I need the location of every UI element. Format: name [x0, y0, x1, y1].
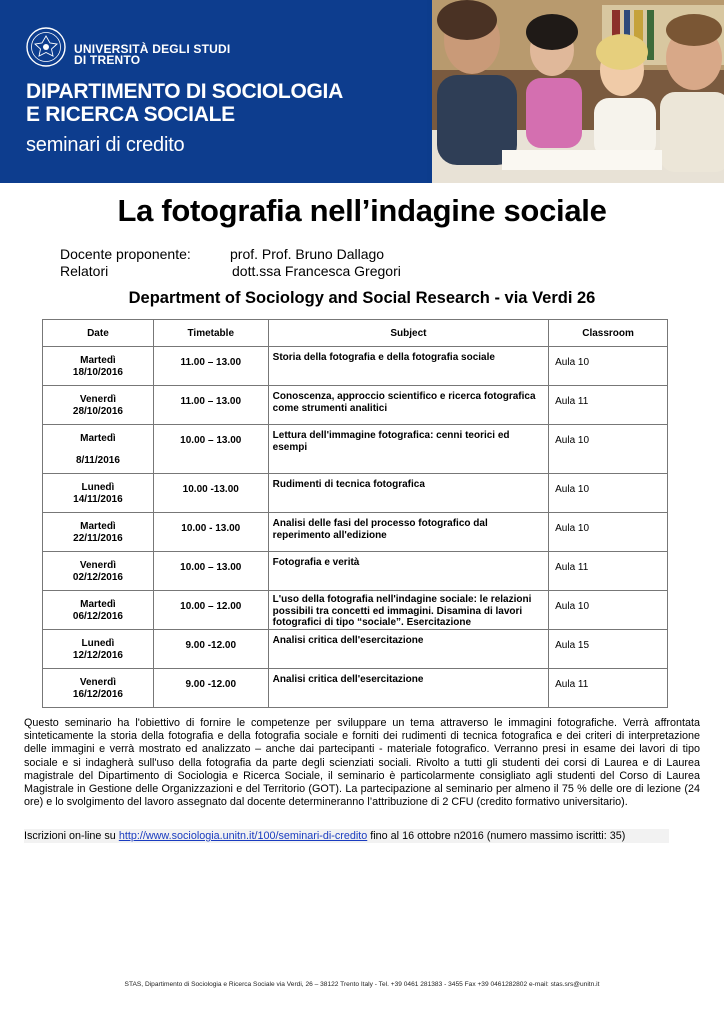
row-date: 14/11/2016	[73, 494, 123, 505]
table-row	[43, 474, 668, 513]
table-row	[43, 425, 668, 474]
row-subject: Analisi critica dell'esercitazione	[272, 674, 424, 685]
signup-line	[24, 829, 669, 843]
schedule-table	[42, 319, 668, 708]
row-day: Lunedì	[81, 482, 115, 493]
row-date: 22/11/2016	[73, 533, 123, 544]
header-date: Date	[43, 320, 154, 347]
signup-link[interactable]: http://www.sociologia.unitn.it/100/seminari-di-credito	[118, 830, 368, 842]
table-row	[43, 347, 668, 386]
row-time: 11.00 – 13.00	[180, 357, 242, 368]
signup-prefix: Iscrizioni on-line su	[24, 830, 119, 842]
row-room: Aula 11	[555, 562, 589, 573]
header-banner	[0, 0, 724, 183]
row-subject: Conoscenza, approccio scientifico e ricerca fotografica come strumenti analitici	[272, 391, 536, 414]
university-name	[74, 44, 230, 66]
row-day: Martedì	[80, 433, 116, 444]
proposer-value: prof. Prof. Bruno Dallago	[230, 246, 385, 262]
table-row	[43, 552, 668, 591]
row-subject: Analisi critica dell'esercitazione	[272, 635, 424, 646]
row-day: Venerdì	[79, 677, 116, 688]
row-day: Venerdì	[79, 560, 116, 571]
row-time: 10.00 – 12.00	[180, 601, 242, 612]
row-time: 10.00 – 13.00	[180, 435, 242, 446]
table-row	[43, 591, 668, 630]
department-name-line1: DIPARTIMENTO DI SOCIOLOGIA	[26, 80, 343, 103]
table-row	[43, 669, 668, 708]
row-room: Aula 10	[555, 357, 590, 368]
department-name	[26, 80, 343, 126]
table-row	[43, 630, 668, 669]
row-time: 10.00 -13.00	[182, 484, 239, 495]
row-date: 16/12/2016	[72, 689, 123, 700]
row-date: 12/12/2016	[72, 650, 123, 661]
row-day: Venerdì	[79, 394, 116, 405]
row-subject: Fotografia e verità	[272, 557, 360, 568]
table-row	[43, 513, 668, 552]
row-date: 06/12/2016	[72, 611, 123, 622]
university-name-line2: DI TRENTO	[74, 53, 141, 67]
location-heading: Department of Sociology and Social Research - via Verdi 26	[128, 289, 596, 307]
row-subject: Lettura dell'immagine fotografica: cenni teorici ed esempi	[272, 430, 510, 453]
row-date: 02/12/2016	[72, 572, 123, 583]
row-time: 10.00 – 13.00	[180, 562, 242, 573]
students-photo	[432, 0, 724, 183]
row-subject: L'uso della fotografia nell'indagine sociale: le relazioni possibili tra concetti ed immagini. Disamina di lavori fotografici di tipo “sociale”. Esercitazione	[272, 594, 532, 628]
row-time: 10.00 - 13.00	[181, 523, 241, 534]
row-subject: Rudimenti di tecnica fotografica	[272, 479, 425, 490]
row-day: Martedì	[80, 355, 116, 366]
header-subject: Subject	[268, 320, 548, 347]
row-room: Aula 10	[555, 435, 590, 446]
row-day: Martedì	[80, 521, 116, 532]
seminar-description: Questo seminario ha l'obiettivo di fornire le competenze per sviluppare un tema attraverso le immagini fotografiche. Verrà affrontata sinteticamente la storia della fotografia e della fotografia sociale e forniti dei rudimenti di tecnica fotografica e dei criteri di interpretazione delle immagini e verrà mostrato ed analizzato – anche dai partecipanti - materiale fotografico. Verranno presi in esame dei lavori di tipo sociale e si indagherà sull'uso della fotografia da parte degli scienziati sociali. Rivolto a tutti gli studenti dei corsi di Laurea e di Laurea magistrale del Dipartimento di Sociologia e Ricerca Sociale, il seminario è particolarmente consigliato agli studenti del Corso di Laurea Magistrale in Gestione delle Organizzazioni e del Territorio (GOT). La partecipazione al seminario per almeno il 75 % delle ore di lezione (24 ore) e lo svolgimento del lavoro assegnato dal docente determineranno l’attribuzione di 2 CFU (credito formativo universitario).	[24, 717, 700, 809]
row-room: Aula 10	[555, 523, 590, 534]
row-date: 8/11/2016	[75, 455, 120, 466]
row-date: 28/10/2016	[72, 406, 123, 417]
row-room: Aula 11	[555, 396, 589, 407]
series-name: seminari di credito	[26, 134, 185, 156]
row-subject: Analisi delle fasi del processo fotografico dal reperimento all'edizione	[272, 518, 488, 541]
row-day: Martedì	[80, 599, 116, 610]
row-subject: Storia della fotografia e della fotografia sociale	[272, 352, 495, 363]
row-room: Aula 15	[555, 640, 590, 651]
speakers-value: dott.ssa Francesca Gregori	[232, 263, 401, 279]
university-seal-icon	[26, 27, 66, 67]
row-day: Lunedì	[81, 638, 115, 649]
row-time: 9.00 -12.00	[185, 640, 237, 651]
signup-suffix: fino al 16 ottobre n2016 (numero massimo iscritti: 35)	[367, 830, 626, 842]
header-timetable: Timetable	[153, 320, 268, 347]
row-room: Aula 10	[555, 484, 590, 495]
row-room: Aula 10	[555, 601, 590, 612]
table-header-row	[43, 320, 668, 347]
page-footer: STAS, Dipartimento di Sociologia e Ricerca Sociale via Verdi, 26 – 38122 Trento Italy - Tel. +39 0461 281383 - 3455 Fax +39 0461282802 e-mail: stas.srs@unitn.it	[124, 981, 600, 988]
row-date: 18/10/2016	[72, 367, 123, 378]
table-row	[43, 386, 668, 425]
department-name-line2: E RICERCA SOCIALE	[26, 103, 235, 126]
speakers-label: Relatori	[60, 263, 109, 279]
row-time: 11.00 – 13.00	[180, 396, 242, 407]
page-title: La fotografia nell’indagine sociale	[117, 193, 607, 228]
proposer-label: Docente proponente:	[60, 246, 191, 262]
header-classroom: Classroom	[549, 320, 668, 347]
university-name-line1: UNIVERSITÀ DEGLI STUDI	[74, 42, 231, 56]
row-room: Aula 11	[555, 679, 589, 690]
row-time: 9.00 -12.00	[185, 679, 237, 690]
